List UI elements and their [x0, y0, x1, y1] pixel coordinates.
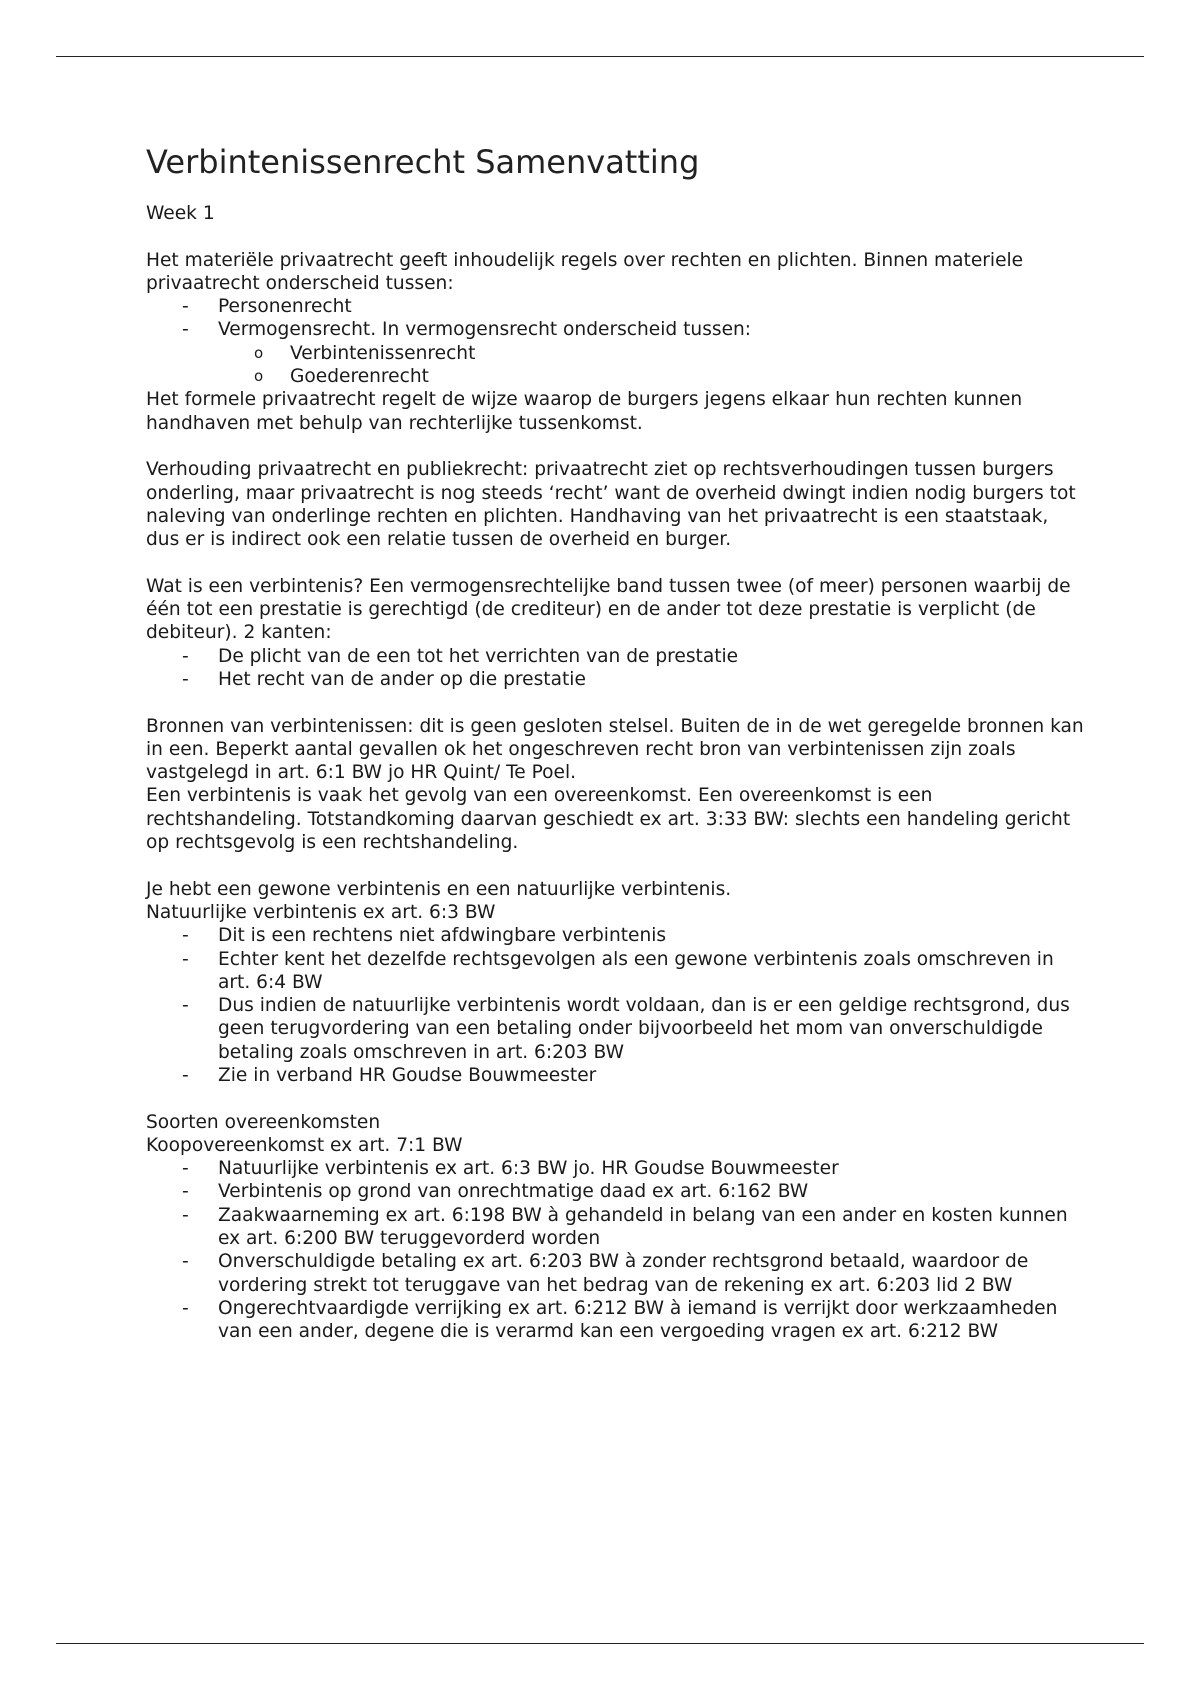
soorten-heading: Soorten overeenkomsten: [146, 1111, 381, 1133]
list-item: - Zaakwaarneming ex art. 6:198 BW à gehandeld in belang van een ander en kosten kunnen ex art. 6:200 BW teruggevorderd worden: [182, 1204, 1068, 1250]
natuurlijk-heading: Natuurlijke verbintenis ex art. 6:3 BW: [146, 901, 496, 923]
overeenkomst-paragraph: Een verbintenis is vaak het gevolg van een overeenkomst. Een overeenkomst is een rechtshandeling. Totstandkoming daarvan geschiedt ex art. 3:33 BW: slechts een handeling gericht op rechtsgevolg is een rechtshandeling.: [146, 785, 1071, 854]
sub-list-item: o Verbintenissenrecht: [254, 342, 476, 364]
list-item: - Echter kent het dezelfde rechtsgevolgen als een gewone verbintenis zoals omschreven in art. 6:4 BW: [182, 948, 1054, 993]
natuurlijk-list: [146, 924, 1086, 1087]
soorten-list: [146, 1157, 1086, 1343]
footer-rule: [56, 1643, 1144, 1644]
list-item: - Dus indien de natuurlijke verbintenis wordt voldaan, dan is er een geldige rechtsgrond, dus geen terugvordering van een betaling onder bijvoorbeeld het mom van onverschuldigde betaling zoals omschreven in art. 6:203 BW: [182, 995, 1070, 1063]
week-label: Week 1: [146, 203, 215, 224]
document-title: Verbintenissenrecht Samenvatting: [146, 143, 700, 181]
list-item: - Ongerechtvaardigde verrijking ex art. 6:212 BW à iemand is verrijkt door werkzaamheden van een ander, degene die is verarmd kan een vergoeding vragen ex art. 6:212 BW: [182, 1297, 1058, 1343]
natuurlijk-intro: Je hebt een gewone verbintenis en een natuurlijke verbintenis.: [146, 878, 732, 900]
formeel-paragraph: Het formele privaatrecht regelt de wijze waarop de burgers jegens elkaar hun rechten kunnen handhaven met behulp van rechterlijke tussenkomst.: [146, 389, 1023, 434]
intro-paragraph: Het materiële privaatrecht geeft inhoudelijk regels over rechten en plichten. Binnen materiele privaatrecht onderscheid tussen:: [146, 249, 1024, 294]
list-item: - Verbintenis op grond van onrechtmatige daad ex art. 6:162 BW: [182, 1181, 809, 1203]
verbintenis-list: [146, 645, 1086, 692]
koop-heading: Koopovereenkomst ex art. 7:1 BW: [146, 1134, 463, 1156]
header-rule: [56, 56, 1144, 57]
list-item: - Dit is een rechtens niet afdwingbare verbintenis: [182, 925, 667, 947]
list-item: - Natuurlijke verbintenis ex art. 6:3 BW jo. HR Goudse Bouwmeester: [182, 1158, 839, 1180]
intro-list: [146, 295, 1086, 388]
list-item: - Vermogensrecht. In vermogensrecht onderscheid tussen:: [182, 319, 752, 341]
verbintenis-paragraph: Wat is een verbintenis? Een vermogensrechtelijke band tussen twee (of meer) personen waarbij de één tot een prestatie is gerechtigd (de crediteur) en de ander tot deze prestatie is verplicht (de debiteur). 2 kanten:: [146, 575, 1071, 644]
verhouding-paragraph: Verhouding privaatrecht en publiekrecht: privaatrecht ziet op rechtsverhoudingen tussen burgers onderling, maar privaatrecht is nog steeds ‘recht’ want de overheid dwingt indien nodig burgers tot naleving van onderlinge rechten en plichten. Handhaving van het privaatrecht is een staatstaak, dus er is indirect ook een relatie tussen de overheid en burger.: [146, 459, 1076, 551]
list-item: - Zie in verband HR Goudse Bouwmeester: [182, 1064, 597, 1086]
list-item: - Het recht van de ander op die prestatie: [182, 668, 586, 690]
bronnen-paragraph: Bronnen van verbintenissen: dit is geen gesloten stelsel. Buiten de in de wet geregelde bronnen kan in een. Beperkt aantal gevallen ok het ongeschreven recht bron van verbintenissen zijn zoals vastgelegd in art. 6:1 BW jo HR Quint/ Te Poel.: [146, 715, 1084, 784]
list-item: - De plicht van de een tot het verrichten van de prestatie: [182, 645, 739, 667]
document-body: [146, 142, 1086, 1344]
list-item: - Personenrecht: [182, 296, 352, 318]
list-item: - Onverschuldigde betaling ex art. 6:203 BW à zonder rechtsgrond betaald, waardoor de vordering strekt tot teruggave van het bedrag van de rekening ex art. 6:203 lid 2 BW: [182, 1251, 1029, 1296]
sub-list-item: o Goederenrecht: [254, 366, 429, 388]
